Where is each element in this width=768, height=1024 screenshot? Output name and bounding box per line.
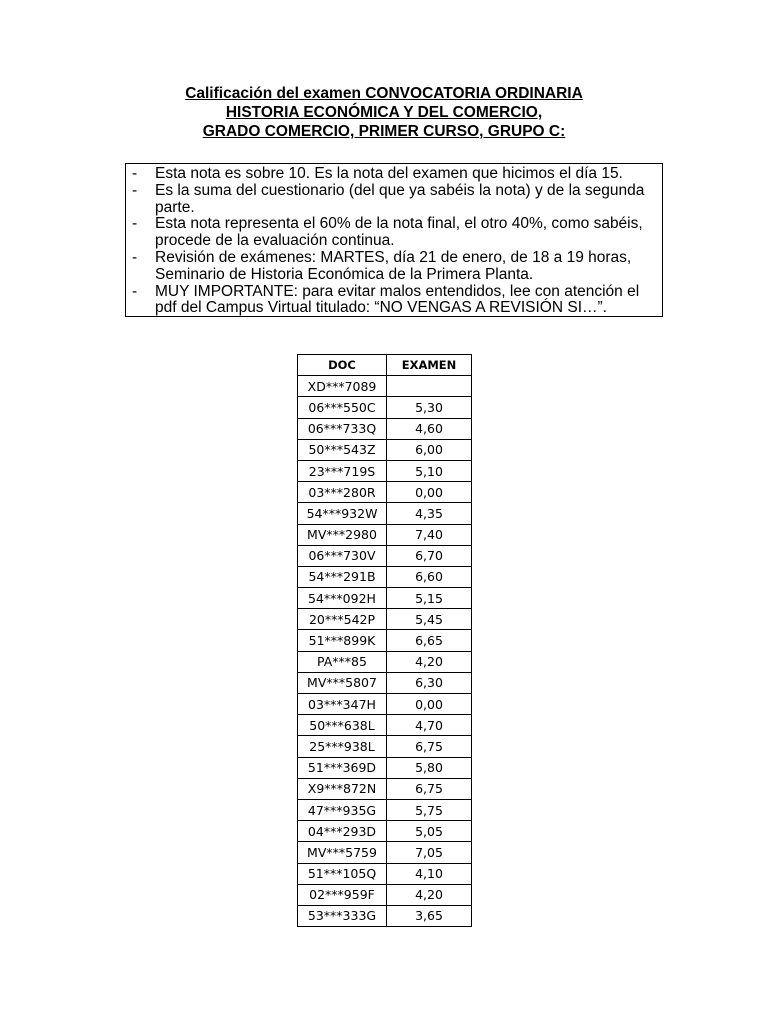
table-row: [298, 630, 472, 651]
exam-cell: 3,65: [387, 905, 472, 926]
table-row: [298, 715, 472, 736]
doc-cell: 06***733Q: [298, 418, 387, 439]
table-row: [298, 524, 472, 545]
exam-cell: 6,30: [387, 672, 472, 693]
doc-cell: 02***959F: [298, 884, 387, 905]
table-row: [298, 376, 472, 397]
exam-cell: 5,80: [387, 757, 472, 778]
exam-cell: 0,00: [387, 694, 472, 715]
doc-cell: 50***543Z: [298, 439, 387, 460]
table-row: [298, 651, 472, 672]
doc-cell: 50***638L: [298, 715, 387, 736]
table-row: [298, 609, 472, 630]
doc-cell: 47***935G: [298, 799, 387, 820]
doc-cell: 51***105Q: [298, 863, 387, 884]
table-row: [298, 545, 472, 566]
doc-cell: 03***280R: [298, 482, 387, 503]
exam-cell: 0,00: [387, 482, 472, 503]
table-row: [298, 799, 472, 820]
table-row: [298, 694, 472, 715]
doc-cell: 51***899K: [298, 630, 387, 651]
doc-cell: 06***730V: [298, 545, 387, 566]
note-text: Es la suma del cuestionario (del que ya sabéis la nota) y de la segunda parte.: [155, 181, 645, 216]
exam-cell: 6,60: [387, 566, 472, 587]
table-row: [298, 397, 472, 418]
table-row: [298, 757, 472, 778]
note-text: Esta nota representa el 60% de la nota final, el otro 40%, como sabéis, procede de la evaluación continua.: [155, 215, 643, 250]
table-row: [298, 482, 472, 503]
doc-cell: 51***369D: [298, 757, 387, 778]
table-row: [298, 439, 472, 460]
column-header-doc: DOC: [298, 355, 387, 376]
note-text: Esta nota es sobre 10. Es la nota del examen que hicimos el día 15.: [155, 165, 623, 182]
note-item: [132, 250, 656, 284]
doc-cell: 54***092H: [298, 588, 387, 609]
exam-cell: 5,10: [387, 460, 472, 481]
table-row: [298, 778, 472, 799]
doc-cell: 03***347H: [298, 694, 387, 715]
note-item: [132, 216, 656, 250]
bullet-dash: -: [132, 248, 138, 266]
bullet-dash: -: [132, 181, 138, 199]
table-row: [298, 503, 472, 524]
doc-cell: 54***932W: [298, 503, 387, 524]
doc-cell: 04***293D: [298, 821, 387, 842]
doc-cell: XD***7089: [298, 376, 387, 397]
exam-cell: 6,00: [387, 439, 472, 460]
doc-cell: MV***2980: [298, 524, 387, 545]
header-line-1: Calificación del examen CONVOCATORIA ORDINARIA: [185, 85, 583, 102]
exam-cell: 5,45: [387, 609, 472, 630]
table-row: [298, 821, 472, 842]
table-row: [298, 884, 472, 905]
bullet-dash: -: [132, 215, 138, 233]
exam-cell: 4,70: [387, 715, 472, 736]
column-header-exam: EXAMEN: [387, 355, 472, 376]
header-line-3: GRADO COMERCIO, PRIMER CURSO, GRUPO C:: [202, 123, 566, 140]
doc-cell: MV***5759: [298, 842, 387, 863]
exam-cell: 5,75: [387, 799, 472, 820]
table-row: [298, 905, 472, 926]
note-item: [132, 183, 656, 217]
doc-cell: MV***5807: [298, 672, 387, 693]
exam-cell: 7,40: [387, 524, 472, 545]
exam-cell: 5,30: [387, 397, 472, 418]
exam-cell: [387, 376, 472, 397]
doc-cell: 25***938L: [298, 736, 387, 757]
doc-cell: 53***333G: [298, 905, 387, 926]
exam-cell: 6,65: [387, 630, 472, 651]
header-line-2: HISTORIA ECONÓMICA Y DEL COMERCIO,: [225, 104, 543, 121]
doc-cell: X9***872N: [298, 778, 387, 799]
grades-table: [297, 354, 472, 927]
note-item: [132, 284, 656, 318]
exam-cell: 4,20: [387, 884, 472, 905]
exam-cell: 6,75: [387, 736, 472, 757]
note-item: [132, 166, 656, 183]
table-row: [298, 672, 472, 693]
exam-cell: 4,20: [387, 651, 472, 672]
notes-box: [125, 163, 663, 317]
doc-cell: 54***291B: [298, 566, 387, 587]
exam-cell: 5,05: [387, 821, 472, 842]
table-row: [298, 566, 472, 587]
doc-cell: PA***85: [298, 651, 387, 672]
table-header-row: [298, 355, 472, 376]
document-header: [0, 84, 768, 141]
table-row: [298, 460, 472, 481]
table-row: [298, 736, 472, 757]
table-row: [298, 863, 472, 884]
note-text: Revisión de exámenes: MARTES, día 21 de enero, de 18 a 19 horas, Seminario de Historia Económica de la Primera Planta.: [155, 248, 632, 283]
exam-cell: 6,70: [387, 545, 472, 566]
exam-cell: 7,05: [387, 842, 472, 863]
doc-cell: 06***550C: [298, 397, 387, 418]
exam-cell: 6,75: [387, 778, 472, 799]
table-row: [298, 418, 472, 439]
bullet-dash: -: [132, 282, 138, 300]
doc-cell: 20***542P: [298, 609, 387, 630]
exam-cell: 5,15: [387, 588, 472, 609]
doc-cell: 23***719S: [298, 460, 387, 481]
table-row: [298, 842, 472, 863]
note-text: MUY IMPORTANTE: para evitar malos entendidos, lee con atención el pdf del Campus Virtual titulado: “NO VENGAS A REVISIÓN SI…”.: [155, 282, 640, 317]
exam-cell: 4,10: [387, 863, 472, 884]
bullet-dash: -: [132, 165, 138, 182]
exam-cell: 4,35: [387, 503, 472, 524]
exam-cell: 4,60: [387, 418, 472, 439]
table-row: [298, 588, 472, 609]
